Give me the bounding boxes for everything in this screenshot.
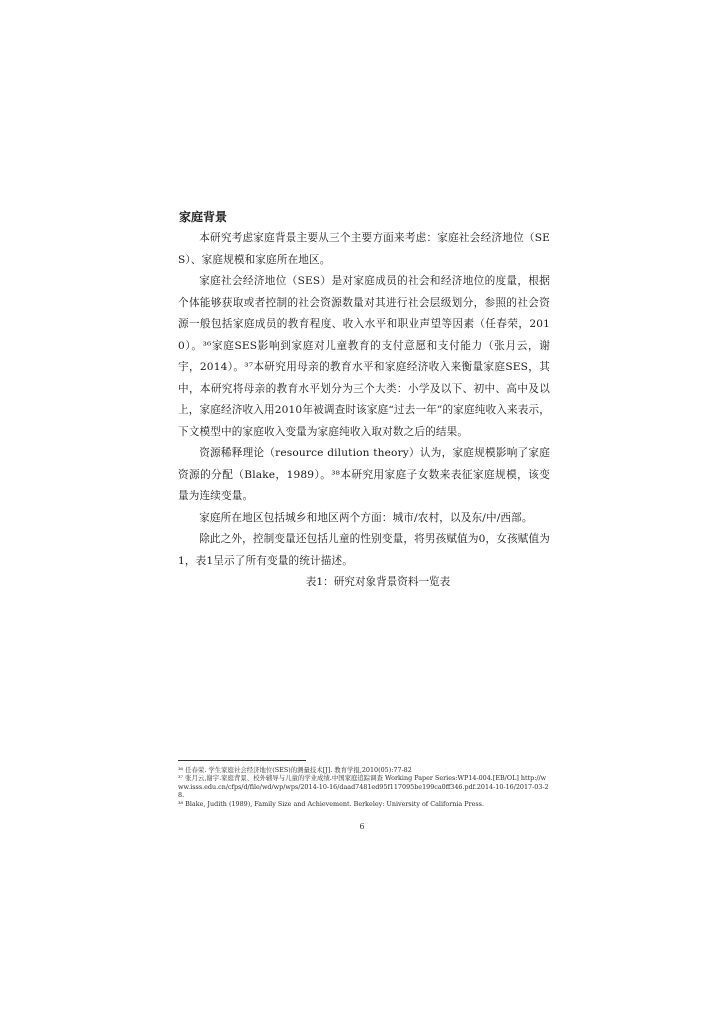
paragraph-family-size: 资源稀释理论（resource dilution theory）认为，家庭规模影响了家庭资源的分配（Blake，1989）。³⁸本研究用家庭子女数来表征家庭规模，该变量为连续变量。 bbox=[178, 447, 550, 502]
body-text-block bbox=[178, 207, 550, 594]
table-caption: 表1：研究对象背景资料一览表 bbox=[305, 576, 451, 588]
footnote-37: ³⁷ 张月云,谢宇.家庭背景、校外辅导与儿童的学业成绩.中国家庭追踪调查 Working Paper Series:WP14-004.[EB/OL] http://www.isss.edu.cn/cfps/d/file/wd/wp/wps/2014-10-16/daad7481ed95f117095be199ca0ff346.pdf.2014-10-16/2017-03-28. bbox=[178, 774, 549, 800]
footnote-36: ³⁶ 任春荣. 学生家庭社会经济地位(SES)的测量技术[J]. 教育学报,2010(05):77-82 bbox=[178, 766, 412, 774]
page-number: 6 bbox=[359, 822, 365, 831]
paragraph-region: 家庭所在地区包括城乡和地区两个方面：城市/农村，以及东/中/西部。 bbox=[199, 511, 533, 524]
paragraph-intro: 本研究考虑家庭背景主要从三个主要方面来考虑：家庭社会经济地位（SES）、家庭规模和家庭所在地区。 bbox=[178, 232, 550, 266]
footnote-38: ³⁸ Blake, Judith (1989), Family Size and Achievement. Berkeley: University of California Press. bbox=[178, 799, 484, 808]
footnote-divider bbox=[178, 760, 306, 761]
paragraph-controls: 除此之外，控制变量还包括儿童的性别变量，将男孩赋值为0，女孩赋值为1，表1呈示了所有变量的统计描述。 bbox=[178, 533, 550, 567]
section-heading: 家庭背景 bbox=[179, 210, 228, 224]
paragraph-ses: 家庭社会经济地位（SES）是对家庭成员的社会和经济地位的度量，根据个体能够获取或者控制的社会资源数量对其进行社会层级划分，参照的社会资源一般包括家庭成员的教育程度、收入水平和职业声望等因素（任春荣，2010）。³⁶家庭SES影响到家庭对儿童教育的支付意愿和支付能力（张月云，谢宇，2014）。³⁷本研究用母亲的教育水平和家庭经济收入来衡量家庭SES，其中，本研究将母亲的教育水平划分为三个大类：小学及以下、初中、高中及以上，家庭经济收入用2010年被调查时该家庭“过去一年”的家庭纯收入来表示，下文模型中的家庭收入变量为家庭纯收入取对数之后的结果。 bbox=[178, 275, 550, 438]
footnotes-block bbox=[178, 766, 550, 808]
